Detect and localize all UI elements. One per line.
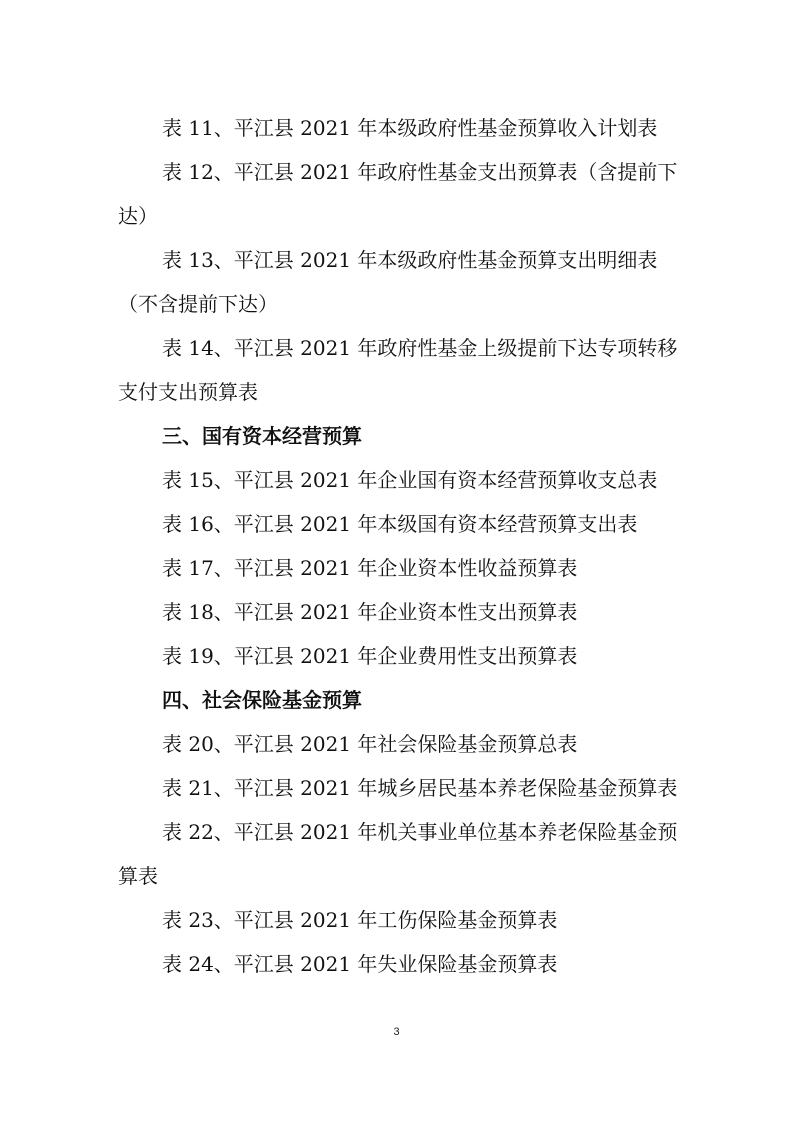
list-item-table-13: 表 13、平江县 2021 年本级政府性基金预算支出明细表（不含提前下达） (118, 248, 658, 316)
list-item-table-21: 表 21、平江县 2021 年城乡居民基本养老保险基金预算表 (162, 776, 678, 800)
list-item-table-16: 表 16、平江县 2021 年本级国有资本经营预算支出表 (162, 512, 638, 536)
section-heading-social-insurance: 四、社会保险基金预算 (162, 688, 362, 712)
list-item-table-22: 表 22、平江县 2021 年机关事业单位基本养老保险基金预算表 (118, 820, 678, 888)
list-item-table-12: 表 12、平江县 2021 年政府性基金支出预算表（含提前下达） (118, 160, 678, 228)
section-heading-state-capital: 三、国有资本经营预算 (162, 424, 362, 448)
table-list (118, 106, 678, 986)
list-item-table-14: 表 14、平江县 2021 年政府性基金上级提前下达专项转移支付支出预算表 (118, 336, 678, 404)
list-item-table-24: 表 24、平江县 2021 年失业保险基金预算表 (162, 952, 558, 976)
list-item-table-15: 表 15、平江县 2021 年企业国有资本经营预算收支总表 (162, 468, 658, 492)
page-number: 3 (393, 1026, 400, 1038)
list-item-table-20: 表 20、平江县 2021 年社会保险基金预算总表 (162, 732, 578, 756)
list-item-table-18: 表 18、平江县 2021 年企业资本性支出预算表 (162, 600, 578, 624)
list-item-table-19: 表 19、平江县 2021 年企业费用性支出预算表 (162, 644, 578, 668)
list-item-table-17: 表 17、平江县 2021 年企业资本性收益预算表 (162, 556, 578, 580)
list-item-table-11: 表 11、平江县 2021 年本级政府性基金预算收入计划表 (162, 116, 658, 140)
list-item-table-23: 表 23、平江县 2021 年工伤保险基金预算表 (162, 908, 558, 932)
